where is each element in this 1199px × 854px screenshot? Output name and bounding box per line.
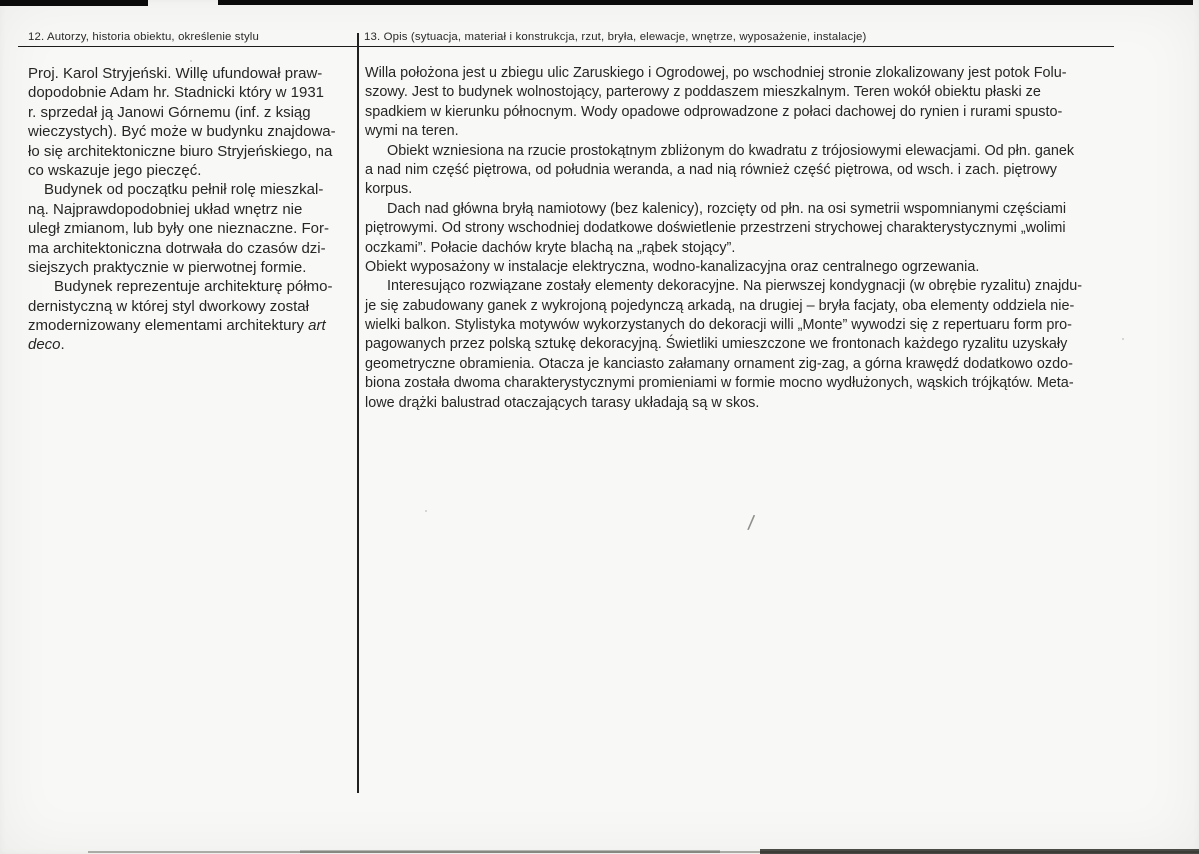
text-segment: Budynek reprezentuje architekturę półmo- [54, 278, 333, 296]
text-segment: ma architektoniczna dotrwała do czasów dzi- [28, 239, 326, 257]
text-segment: . [60, 336, 65, 354]
text-line [365, 335, 1105, 354]
text-line [365, 394, 1105, 413]
text-line [28, 161, 358, 180]
text-line [365, 64, 1105, 83]
text-line [28, 180, 358, 199]
text-segment: szowy. Jest to budynek wolnostojący, parterowy z poddaszem mieszkalnym. Teren wokół obiektu płaski ze [365, 84, 1041, 101]
text-segment: dernistyczną w której styl dworkowy został [28, 297, 309, 315]
text-segment: zmodernizowany elementami architektury [28, 317, 309, 335]
text-segment: biona została dwoma charakterystycznymi promieniami w formie mocno wydłużonych, wąskich trójkątów. Meta- [365, 375, 1074, 392]
text-segment: Obiekt wzniesiona na rzucie prostokątnym zbliżonym do kwadratu z trójosiowymi elewacjami. Od płn. ganek [387, 142, 1075, 159]
text-line [28, 122, 358, 141]
text-segment: Proj. Karol Stryjeński. Willę ufundował praw- [28, 65, 323, 82]
text-segment: wymi na teren. [365, 123, 459, 140]
section-header-authors-history-style: 12. Autorzy, historia obiektu, określenie stylu [18, 31, 367, 47]
scan-edge-artifact-bottom-mid [300, 850, 720, 853]
scan-speckle [1122, 338, 1124, 340]
text-line [28, 142, 358, 161]
text-segment: oczkami”. Połacie dachów kryte blachą na „rąbek stojący”. [365, 239, 736, 256]
text-segment: wieczystych). Być może w budynku znajdowa- [28, 123, 336, 141]
text-line [28, 316, 358, 335]
text-segment: pagowanych przez polską sztukę dekoracyjną. Świetliki umieszczone we frontonach każdego ryzalitu uzyskały [365, 336, 1068, 353]
text-line [365, 122, 1105, 141]
text-line [28, 64, 358, 83]
scan-edge-artifact-top [218, 0, 1193, 5]
text-segment: r. sprzedał ją Janowi Górnemu (inf. z ksiąg [28, 103, 311, 121]
text-segment: dopodobnie Adam hr. Stadnicki który w 1931 [28, 84, 325, 102]
text-segment: Budynek od początku pełnił rolę mieszkal- [44, 181, 324, 199]
text-line [28, 200, 358, 219]
text-line [365, 161, 1105, 180]
text-line [28, 103, 358, 122]
text-segment: co wskazuje jego pieczęć. [28, 161, 202, 179]
text-segment: uległ zmianom, lub były one nieznaczne. For- [28, 220, 329, 238]
text-line [365, 258, 1105, 277]
text-line [365, 219, 1105, 238]
text-line [28, 83, 358, 102]
text-line [365, 297, 1105, 316]
text-segment: siejszych praktycznie w pierwotnej formie. [28, 258, 307, 276]
text-line [365, 103, 1105, 122]
text-segment: lowe drążki balustrad otaczających tarasy układają są w skos. [365, 394, 760, 411]
text-line [28, 219, 358, 238]
text-segment: Obiekt wyposażony w instalacje elektryczna, wodno-kanalizacyjna oraz centralnego ogrzewania. [365, 258, 980, 275]
right-column-text [365, 64, 1105, 413]
text-line [365, 355, 1105, 374]
left-column-text [28, 64, 358, 355]
section-header-description: 13. Opis (sytuacja, materiał i konstrukcja, rzut, bryła, elewacje, wnętrze, wyposażenie, instalacje) [358, 31, 1114, 47]
text-line [365, 200, 1105, 219]
text-line [28, 297, 358, 316]
italic-text-segment: art [308, 317, 326, 335]
text-segment: a nad nim część piętrowa, od południa weranda, a nad nią również część piętrowa, od wsch. i zach. piętrowy [365, 161, 1057, 178]
text-segment: Interesująco rozwiązane zostały elementy dekoracyjne. Na pierwszej kondygnacji (w obrębie ryzalitu) znajdu- [387, 278, 1083, 295]
scan-speckle [425, 510, 427, 512]
pen-slash-mark: / [746, 511, 756, 536]
text-segment: geometryczne obramienia. Otacza je kanciasto załamany ornament zig-zag, a górna krawędź dodatkowo ozdo- [365, 355, 1073, 372]
text-line [28, 335, 358, 354]
text-line [365, 316, 1105, 335]
text-line [28, 239, 358, 258]
scan-speckle [190, 60, 192, 62]
text-segment: Dach nad główna bryłą namiotowy (bez kalenicy), rozcięty od płn. na osi symetrii wspomnianymi częściami [387, 200, 1067, 217]
text-line [365, 142, 1105, 161]
italic-text-segment: deco [28, 336, 61, 354]
text-line [365, 180, 1105, 199]
text-line [365, 239, 1105, 258]
text-segment: je się zabudowany ganek z wykrojoną pojedynczą arkadą, na drugiej – bryła facjaty, oba elementy oddziela nie- [365, 297, 1075, 314]
text-segment: ną. Najprawdopodobniej układ wnętrz nie [28, 200, 303, 218]
scan-edge-artifact-bottom-dark [760, 849, 1199, 854]
text-line [365, 374, 1105, 393]
scan-edge-artifact-top-left [0, 0, 148, 6]
text-line [28, 277, 358, 296]
text-line [365, 83, 1105, 102]
text-segment: ło się architektoniczne biuro Stryjeńskiego, na [28, 142, 333, 160]
text-segment: korpus. [365, 181, 413, 198]
text-line [28, 258, 358, 277]
text-segment: piętrowymi. Od strony wschodniej dodatkowe doświetlenie przestrzeni strychowej charakterystycznymi „wolimi [365, 220, 1066, 237]
text-segment: wielki balkon. Stylistyka motywów wykorzystanych do dekoracji willi „Monte” wywodzi się z repertuaru form pro- [365, 317, 1072, 334]
text-segment: Willa położona jest u zbiegu ulic Zaruskiego i Ogrodowej, po wschodniej stronie zlokalizowany jest potok Folu- [365, 65, 1067, 81]
text-segment: spadkiem w kierunku północnym. Wody opadowe odprowadzone z połaci dachowej do rynien i rurami spusto- [365, 103, 1063, 120]
text-line [365, 277, 1105, 296]
